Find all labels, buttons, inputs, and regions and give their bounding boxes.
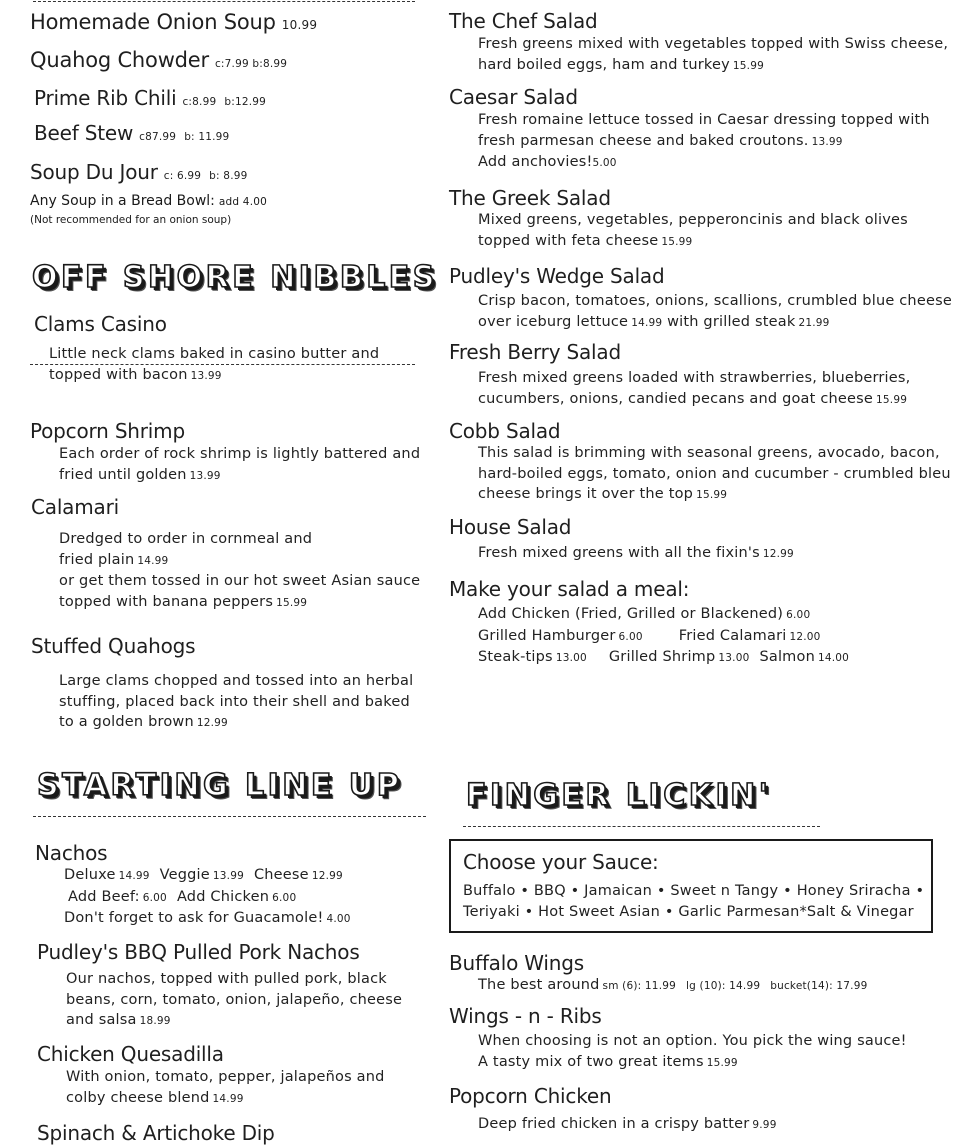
desc-greek-salad: Mixed greens, vegetables, pepperoncinis and black olives topped with feta cheese 15.99 bbox=[478, 212, 908, 249]
item-greek-salad: The Greek Salad bbox=[449, 186, 611, 210]
item-salad-meal: Make your salad a meal: bbox=[449, 577, 690, 601]
item-spinach-dip: Spinach & Artichoke Dip bbox=[37, 1121, 275, 1145]
item-popcorn-shrimp: Popcorn Shrimp bbox=[30, 419, 185, 443]
soup-chili: Prime Rib Chili c:8.99 b:12.99 bbox=[34, 86, 267, 110]
item-caesar-salad: Caesar Salad bbox=[449, 85, 578, 109]
desc-buffalo-wings: The best around sm (6): 11.99 lg (10): 14.99 bucket(14): 17.99 bbox=[478, 977, 868, 993]
divider-finger bbox=[463, 826, 820, 827]
desc-calamari: Dredged to order in cornmeal and fried plain 14.99 or get them tossed in our hot sweet Asian sauce topped with banana peppers 15.99 bbox=[59, 531, 421, 610]
divider-top bbox=[33, 1, 415, 2]
item-nachos: Nachos bbox=[35, 841, 108, 865]
desc-stuffed-quahogs: Large clams chopped and tossed into an herbal stuffing, placed back into their shell and baked to a golden brown 12.99 bbox=[59, 673, 414, 730]
item-calamari: Calamari bbox=[31, 495, 119, 519]
item-popcorn-chicken: Popcorn Chicken bbox=[449, 1084, 612, 1108]
desc-popcorn-chicken: Deep fried chicken in a crispy batter 9.99 bbox=[478, 1116, 777, 1132]
desc-cobb-salad: This salad is brimming with seasonal greens, avocado, bacon, hard-boiled eggs, tomato, onion and cucumber - crumbled bleu cheese brings it over the top 15.99 bbox=[478, 445, 951, 502]
heading-finger-lickin: FINGER LICKIN' bbox=[466, 778, 772, 813]
soup-breadbowl-note: (Not recommended for an onion soup) bbox=[30, 214, 232, 226]
heading-off-shore-nibbles: OFF SHORE NIBBLES bbox=[32, 260, 438, 295]
desc-wings-ribs: When choosing is not an option. You pick the wing sauce! A tasty mix of two great items 15.99 bbox=[478, 1033, 907, 1070]
item-chicken-quesadilla: Chicken Quesadilla bbox=[37, 1042, 224, 1066]
item-stuffed-quahogs: Stuffed Quahogs bbox=[31, 634, 196, 658]
sauce-list: Buffalo • BBQ • Jamaican • Sweet n Tangy • Honey Sriracha • Teriyaki • Hot Sweet Asian • Garlic Parmesan*Salt & Vinegar bbox=[463, 883, 925, 920]
item-bbq-nachos: Pudley's BBQ Pulled Pork Nachos bbox=[37, 940, 360, 964]
soup-stew: Beef Stew c87.99 b: 11.99 bbox=[34, 121, 230, 145]
desc-chicken-quesadilla: With onion, tomato, pepper, jalapeños and colby cheese blend 14.99 bbox=[66, 1069, 385, 1106]
desc-popcorn-shrimp: Each order of rock shrimp is lightly battered and fried until golden 13.99 bbox=[59, 446, 421, 483]
desc-berry-salad: Fresh mixed greens loaded with strawberries, blueberries, cucumbers, onions, candied pecans and goat cheese 15.99 bbox=[478, 370, 911, 407]
item-cobb-salad: Cobb Salad bbox=[449, 419, 561, 443]
divider-starting bbox=[33, 816, 426, 817]
sauce-title: Choose your Sauce: bbox=[463, 850, 659, 874]
item-chef-salad: The Chef Salad bbox=[449, 9, 598, 33]
desc-clams-casino: Little neck clams baked in casino butter and topped with bacon 13.99 bbox=[49, 346, 380, 383]
desc-caesar-salad: Fresh romaine lettuce tossed in Caesar dressing topped with fresh parmesan cheese and baked croutons. 13.99 Add anchovies!5.00 bbox=[478, 112, 930, 170]
desc-nachos: Deluxe 14.99 Veggie 13.99 Cheese 12.99 Add Beef: 6.00 Add Chicken 6.00 Don't forget to ask for Guacamole! 4.00 bbox=[64, 867, 351, 926]
soup-onion: Homemade Onion Soup 10.99 bbox=[30, 10, 318, 34]
item-wedge-salad: Pudley's Wedge Salad bbox=[449, 264, 665, 288]
desc-salad-meal: Add Chicken (Fried, Grilled or Blackened) 6.00 Grilled Hamburger 6.00 Fried Calamari 12.00 Steak-tips 13.00 Grilled Shrimp 13.00 Salmon 14.00 bbox=[478, 606, 850, 665]
item-buffalo-wings: Buffalo Wings bbox=[449, 951, 584, 975]
item-berry-salad: Fresh Berry Salad bbox=[449, 340, 621, 364]
soup-chowder: Quahog Chowder c:7.99 b:8.99 bbox=[30, 48, 288, 72]
desc-house-salad: Fresh mixed greens with all the fixin's 12.99 bbox=[478, 545, 794, 561]
desc-chef-salad: Fresh greens mixed with vegetables topped with Swiss cheese, hard boiled eggs, ham and turkey 15.99 bbox=[478, 36, 949, 73]
soup-dujour: Soup Du Jour c: 6.99 b: 8.99 bbox=[30, 160, 248, 184]
heading-starting-line-up: STARTING LINE UP bbox=[37, 768, 403, 803]
soup-breadbowl: Any Soup in a Bread Bowl: add 4.00 bbox=[30, 193, 267, 209]
item-wings-ribs: Wings - n - Ribs bbox=[449, 1004, 602, 1028]
item-house-salad: House Salad bbox=[449, 515, 572, 539]
desc-bbq-nachos: Our nachos, topped with pulled pork, black beans, corn, tomato, onion, jalapeño, cheese and salsa 18.99 bbox=[66, 971, 403, 1028]
desc-wedge-salad: Crisp bacon, tomatoes, onions, scallions, crumbled blue cheese over iceburg lettuce 14.99 with grilled steak 21.99 bbox=[478, 293, 952, 330]
item-clams-casino: Clams Casino bbox=[34, 312, 167, 336]
